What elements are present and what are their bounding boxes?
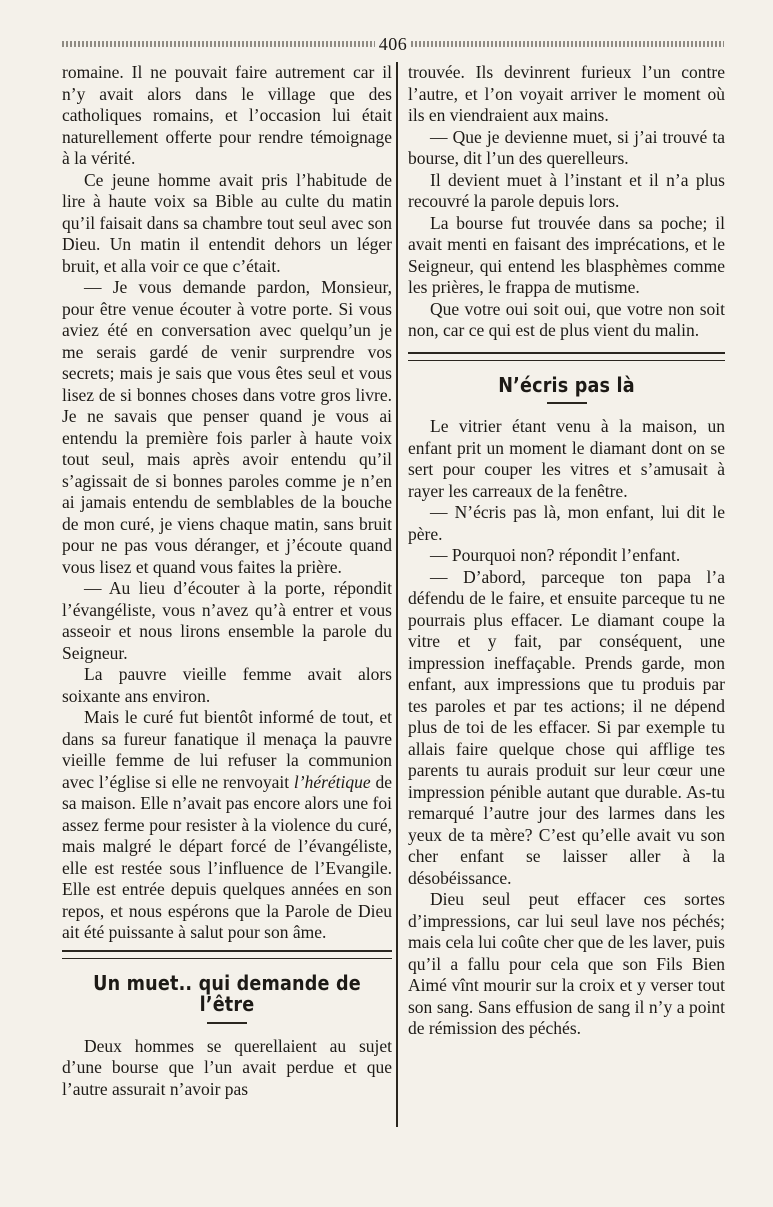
right-column [408, 62, 725, 1040]
paragraph: — D’abord, parceque ton papa l’a défendu de le faire, et ensuite parceque tu ne pourrais plus effacer. Le diamant coupe la vitre et y fait, par conséquent, une impression ineffaçable. Prends garde, mon enfant, aux impressions que tu produis par tes paroles et par tes actions; il ne dépend plus de toi de les effacer. Si par exemple tu allais faire quelque chose qui afflige tes parents tu aurais produit sur leur cœur une impression pénible autant que durable. As-tu remarqué l’autre jour des larmes dans les yeux de ta mère? C’est qu’elle avait vu son cher enfant se laisser aller à la désobéissance. [408, 566, 725, 888]
page-header [62, 34, 724, 54]
title-dash [207, 1022, 247, 1024]
paragraph: Le vitrier étant venu à la maison, un enfant prit un moment le diamant dont on se sert pour couper les vitres et s’amusait à rayer les carreaux de la fenêtre. [408, 416, 725, 501]
paragraph [62, 707, 392, 944]
emphasis: l’hérétique [293, 771, 371, 792]
paragraph: romaine. Il ne pouvait faire autrement car il n’y avait alors dans le village que des catholiques romains, et l’occasion lui était naturellement offerte pour rendre témoignage à la vérité. [62, 62, 392, 168]
left-column [62, 62, 392, 1100]
paragraph: La bourse fut trouvée dans sa poche; il avait menti en faisant des imprécations, et le Seigneur, qui entend les blasphèmes comme les prières, le frappa de mutisme. [408, 212, 725, 297]
text-run: Mais le curé fut bientôt informé de tout, et dans sa fureur fanatique il menaça la pauvre vieille femme de lui refuser la communion avec l’église si elle ne renvoyait [62, 707, 392, 792]
paragraph: — Que je devienne muet, si j’ai trouvé ta bourse, dit l’un des querelleurs. [408, 126, 725, 168]
paragraph: — N’écris pas là, mon enfant, lui dit le père. [408, 502, 725, 544]
header-rule-left [62, 41, 375, 47]
paragraph: — Au lieu d’écouter à la porte, répondit l’évangéliste, vous n’avez qu’à entrer et vous asseoir et nous lirons ensemble la parole du Seigneur. [62, 578, 392, 663]
section-separator [408, 352, 725, 361]
title-dash [547, 402, 587, 404]
paragraph: — Je vous demande pardon, Monsieur, pour être venue écouter à votre porte. Si vous aviez été en conversation avec quelqu’un je me serais gardé de venir surprendre vos secrets; mais je sais que vous êtes seul et vous lisez de si bonnes choses dans votre gros livre. Je ne savais que penser quand je vous ai entendu la première fois parler à haute voix tout seul, mais après avoir entendu qu’il s’agissait de si bonnes paroles comme je n’en ai jamais entendu de semblables de la bouche de mon curé, je viens chaque matin, sans bruit pour ne pas vous déranger, et j’écoute quand vous lisez et quand vous faites la prière. [62, 277, 392, 577]
section-separator [62, 950, 392, 959]
paragraph: Ce jeune homme avait pris l’habitude de lire à haute voix sa Bible au culte du matin qu’il faisait dans sa chambre tout seul avec son Dieu. Un matin il entendit dehors un léger bruit, et alla voir ce que c’était. [62, 169, 392, 276]
article-title: N’écris pas là [498, 372, 635, 397]
article-title: Un muet.. qui demande de l’être [93, 970, 361, 1016]
paragraph: Deux hommes se querellaient au sujet d’une bourse que l’un avait perdue et que l’autre assurait n’avoir pas [62, 1035, 392, 1099]
paragraph: Dieu seul peut effacer ces sortes d’impressions, car lui seul lave nos péchés; mais cela lui coûte cher que de les laver, puis qu’il a fallu pour cela que son Fils Bien Aimé vînt mourir sur la croix et y verser tout son sang. Sans effusion de sang il n’y a point de rémission des péchés. [408, 889, 725, 1038]
column-divider [396, 62, 398, 1127]
page-number: 406 [378, 33, 408, 54]
paragraph: — Pourquoi non? répondit l’enfant. [430, 545, 681, 565]
header-rule-right [411, 41, 724, 47]
paragraph: La pauvre vieille femme avait alors soixante ans environ. [62, 664, 392, 706]
paragraph: Que votre oui soit oui, que votre non soit non, car ce qui est de plus vient du malin. [408, 298, 725, 340]
text-run: de sa maison. Elle n’avait pas encore alors une foi assez ferme pour resister à la violence du curé, mais malgré le départ forcé de l’évangéliste, elle est restée sous l’influence de l’Evangile. Elle est entrée depuis quelques années en son repos, et nous espérons que la Parole de Dieu ait été puissante à salut pour son âme. [62, 771, 392, 942]
paragraph: Il devient muet à l’instant et il n’a plus recouvré la parole depuis lors. [408, 169, 725, 211]
paragraph: trouvée. Ils devinrent furieux l’un contre l’autre, et l’on voyait arriver le moment où ils en viendraient aux mains. [408, 62, 725, 125]
